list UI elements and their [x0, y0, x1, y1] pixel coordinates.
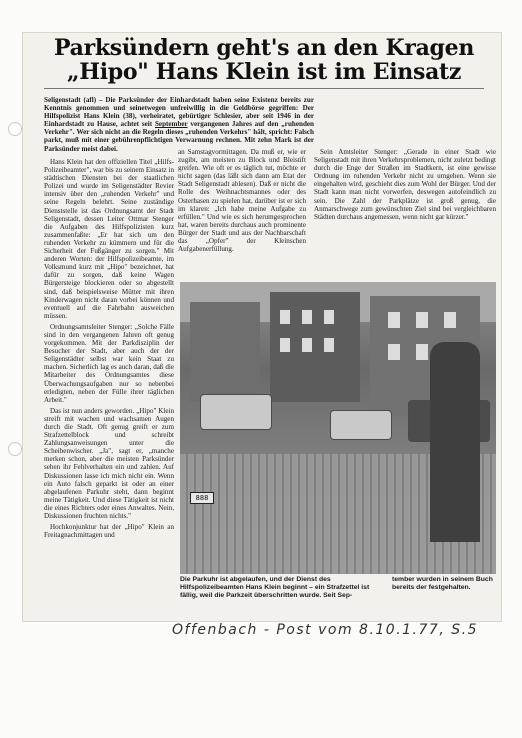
- punch-hole: [8, 442, 22, 456]
- caption-left: Die Parkuhr ist abgelaufen, und der Dienst des Hilfspolizeibeamten Hans Klein beginnt – ein Strafzettel ist fällig, weil die Parkzeit überschritten wurde. Seit Sep-: [180, 576, 370, 599]
- column-3: [314, 148, 496, 278]
- headline-line-1: Parksündern geht's an den Kragen: [53, 35, 475, 61]
- headline-rule: [44, 88, 484, 89]
- col1-paragraph: Hans Klein hat den offiziellen Titel „Hilfs-Polizeibeamter", war bis zu seinem Einsatz in städtischen Diensten bei der staatlichen Polizei und wurde im Seligenstädter Revier intensiv über den „ruhenden Verkehr" und seine Regeln belehrt. Seine zuständige Dienststelle ist das Ordnungsamt der Stadt Seligenstadt, dessen Leiter Ottmar Stenger die Aufgaben des Hilfspolizisten kurz zusammenfaßte: „Er hat sich um den ruhenden Verkehr zu kümmern und für die Sicherheit der Fußgänger zu sorgen." Mit anderen Worten: der Hilfspolizeibeamte, im Volksmund kurz mit „Hipo" bezeichnet, hat dafür zu sorgen, daß keine Wagen Bürgersteige blockieren oder so abgestellt sind, daß beispielsweise Mütter mit ihren Kinderwagen nicht daran vorbei können und eventuell auf die Fahrbahn ausweichen müssen.: [44, 158, 174, 320]
- headline-line-2: „Hipo" Hans Klein ist im Einsatz: [66, 59, 462, 85]
- street-photo: [180, 282, 496, 574]
- headline: [44, 36, 484, 84]
- column-2: [178, 148, 306, 278]
- license-plate: 888: [190, 492, 214, 504]
- punch-hole: [8, 122, 22, 136]
- col1-paragraph: Ordnungsamtsleiter Stenger: „Solche Fälle sind in den vergangenen Jahren oft genug vorgekommen. Mit der Parkdisziplin der Besucher der Stadt, aber auch der der Seligenstädter selbst war kein Staat zu machen. Sicherlich lag es auch daran, daß die Mitarbeiter des Ordnungsamtes diese Überwachungsaufgaben nur so nebenbei erledigten, neben der Fülle ihrer täglichen Arbeit.": [44, 322, 174, 404]
- caption-right: tember wurden in seinem Buch bereits der festgehalten.: [392, 576, 493, 591]
- lead-underlined: September: [154, 120, 188, 129]
- dateline: Seligenstadt (afl): [44, 96, 97, 104]
- officer-figure: [430, 342, 480, 542]
- col1-paragraph: Das ist nun anders geworden. „Hipo" Klein streift mit wachen und wachsamen Augen durch die Stadt. Oft genug greift er zum Strafzettelblock und schreibt Zahlungsanweisungen unter die Scheibenwischer. „Ja", sagt er, „manche merken schon, aber die meisten Parksünder sehen ihr Fehlverhalten ein und zahlen. Auf Diskussionen lasse ich mich nicht ein. Wenn ein Auto falsch geparkt ist oder an einer abgelaufenen Parkuhr steht, dann beginnt meine Tätigkeit. Und diese Tätigkeit ist nicht die eines Richters oder eines Anwaltes. Nein, Diskussionen fruchten nichts.": [44, 406, 174, 521]
- lead-text: – Die Parksünder der Einhardstadt haben seine Existenz bereits zur Kenntnis genommen und seinetwegen unfreiwillig in die Geldbörse gegriffen: Der Hilfspolizist Hans Klein (38), verheiratet, gebürtiger Schlesier, aber seit 1946 in der Einhardstadt zu Hause, achtet seit: [44, 96, 314, 129]
- lead-tail: vergangenen Jahres auf den „ruhenden Verkehr". Wer sich nicht an die Regeln dieses „ruhenden Verkehrs" hält, spricht: Falsch parkt, muß mit einer gebührenpflichtigen Verwarnung rechnen. Mit zehn Mark ist der Parksünder meist dabei.: [44, 120, 314, 153]
- column-1: [44, 158, 174, 578]
- col3-paragraph: Sein Amtsleiter Stenger: „Gerade in einer Stadt wie Seligenstadt mit ihren Verkehrsproblemen, nicht zuletzt bedingt durch die Enge der Straßen im Stadtkern, ist eine gewisse Ordnung im ruhenden Verkehr nicht zu umgehen. Wenn sie eingehalten wird, geschieht dies zum Wohl der Bürger. Und der Stadt kann man nicht vorwerfen, deswegen autofeindlich zu sein. Die Zahl der Parkplätze ist groß genug, die Anmarschwege zum gewünschten Ziel sind bei vergleichbaren Städten durchaus angemessen, wenn nicht gar kürzer.": [314, 148, 496, 221]
- lead-paragraph: [44, 96, 314, 154]
- col2-paragraph: an Samstagvormittagen. Da muß er, wie er zugibt, am meisten zu Block und Bleistift greifen. Wie oft er es täglich tut, möchte er nicht sagen (das läßt sich dann am Etat der Stadt Seligenstadt ablesen). Daß er nicht die Rolle des Weihnachtsmannes oder des Osterhasen zu spielen hat, darüber ist er sich im klaren: „Ich habe meine Aufgabe zu erfüllen." Und wie es sich herumgesprochen hat, waren bereits durchaus auch prominente Bürger der Stadt und aus der Nachbarschaft das „Opfer" der Kleinschen Aufgabenerfüllung.: [178, 148, 306, 254]
- col1-paragraph: Hochkonjunktur hat der „Hipo" Klein an Freitagnachmittagen und: [44, 523, 174, 540]
- handwritten-source-note: Offenbach - Post vom 8.10.1.77, S.5: [172, 622, 478, 638]
